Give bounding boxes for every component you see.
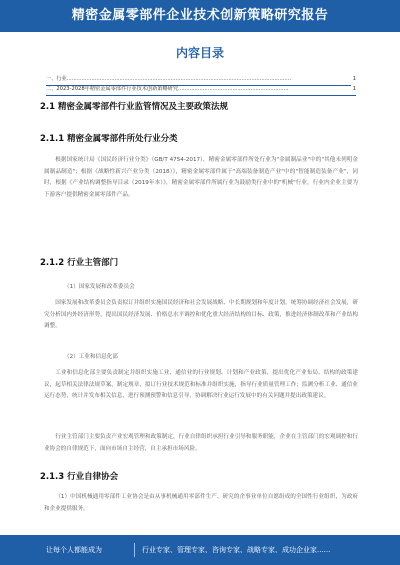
header-bar	[0, 0, 400, 32]
footer-slogan-left: 让每个人都能成为	[46, 546, 102, 554]
toc-heading: 内容目录	[175, 46, 224, 60]
report-title: 精密金属零部件企业技术创新策略研究报告	[71, 8, 329, 23]
toc-item-label: 一、行业........................................................................................................................................	[46, 76, 292, 82]
toc-item-page: 1	[351, 74, 356, 85]
paragraph-miit: 工业和信息化部主要负责制定并组织实施工业、通信业的行业规划、计划和产业政策，提出优化产业布局、结构的政策建议，起草相关法律法规草案，制定规章，拟订行业技术规范和标准并组织实施，指导行业质量管理工作；监测分析工业、通信业运行态势，统计并发布相关信息，进行预测预警和信息引导，协调解决行业运行发展中的有关问题并提出政策建议。	[44, 370, 358, 400]
paragraph-regulation-summary: 行业主管部门主要负责产业宏观管理和政策制定，行业自律组织承担行业引导和服务职能，企业在主管部门的宏观调控和行业协会的自律规范下，面向市场自主经营，自主承担市场风险。	[44, 434, 358, 452]
paragraph-industry-association: （1）中国机械通用零部件工业协会是由从事机械通用零部件生产、研究的企事业单位自愿组成的全国性行业组织，为政府和企业提供服务。	[44, 494, 358, 512]
section-heading-2-1: 2.1 精密金属零部件行业监管情况及主要政策法规	[40, 102, 229, 112]
paragraph-ndrc: 国家发展和改革委员会负责拟订并组织实施国民经济和社会发展战略、中长期规划和年度计划，统筹协调经济社会发展，研究分析国内外经济形势，提出国民经济发展、价格总水平调控和优化重大经济结构的目标、政策，推进经济体制改革和产业结构调整。	[44, 300, 358, 330]
section-heading-2-1-1: 2.1.1 精密金属零部件所处行业分类	[40, 134, 178, 144]
footer-divider	[134, 543, 135, 557]
toc-item-label: 二、2023-2028年精密金属零部件行业技术创新策略研究...................................................................	[46, 86, 289, 92]
toc-item-page: 1	[351, 84, 356, 95]
section-heading-2-1-3: 2.1.3 行业自律协会	[40, 472, 119, 482]
section-heading-2-1-2: 2.1.2 行业主管部门	[40, 258, 119, 268]
subheading-ndrc: （1）国家发展和改革委员会	[64, 284, 135, 290]
footer-bar	[0, 535, 400, 565]
toc-item[interactable]	[46, 84, 356, 96]
subheading-miit: （2）工业和信息化部	[64, 354, 118, 360]
paragraph-industry-classification: 根据国家统计局《国民经济行业分类》（GB/T 4754-2017），精密金属零部件所处行业为"金属制品业"中的"其他未列明金属制品制造"；根据《战略性新兴产业分类（2018）》，精密金属零部件属于"高端装备制造产业"中的"智能制造装备产业"，同时，根据《产业结构调整指导目录（2019年本）》，精密金属零部件所属行业为鼓励类行业中的"机械"行业，行业内企业主要为下游客户提供精密金属零部件产品。	[44, 157, 358, 199]
footer-slogan-right: 行业专家、管理专家、咨询专家、战略专家、成功企业家......	[142, 546, 331, 554]
